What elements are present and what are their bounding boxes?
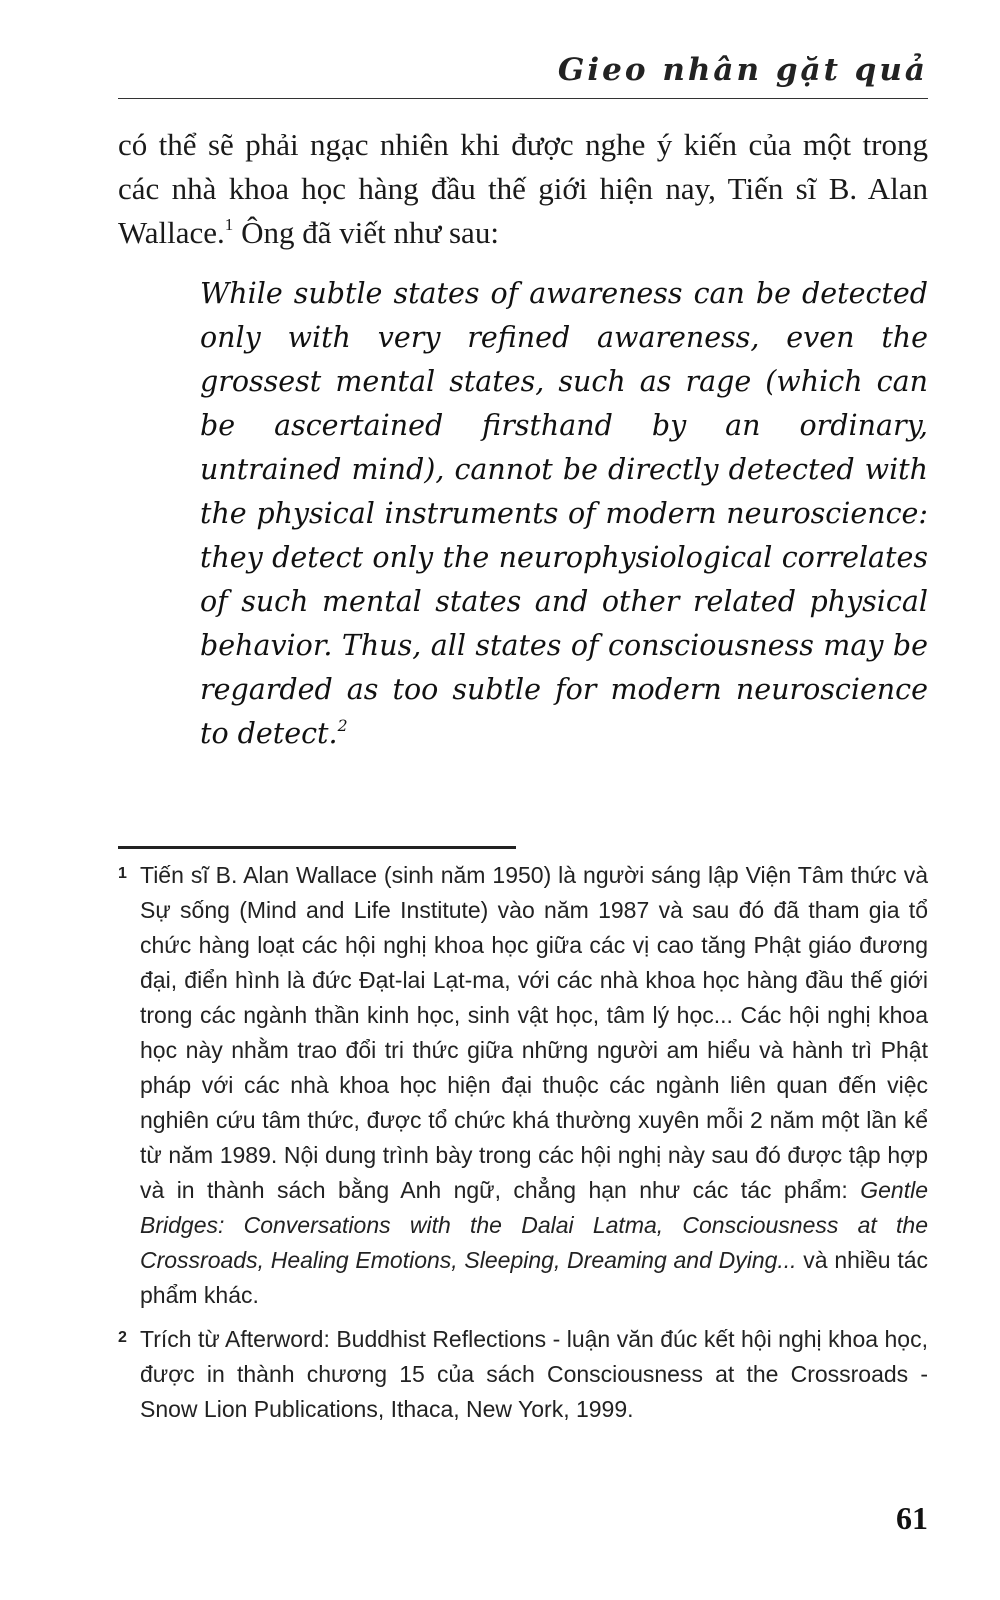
footnotes (118, 858, 928, 1436)
footnote-book-titles: Gentle Bridges: Conversations with the Dalai Latma, Consciousness at the Crossroads, Healing Emotions, Sleeping, Dreaming and Dying... (140, 1177, 928, 1273)
footnote-ref-2: 2 (337, 715, 348, 735)
body-paragraph (118, 123, 928, 255)
footnote-divider (118, 846, 516, 849)
body-text: có thể sẽ phải ngạc nhiên khi được nghe ý kiến của một trong các nhà khoa học hàng đầu thế giới hiện nay, Tiến sĩ B. Alan Wallace. (118, 127, 928, 250)
footnote-ref-1: 1 (224, 214, 234, 234)
footnote-text: Tiến sĩ B. Alan Wallace (sinh năm 1950) là người sáng lập Viện Tâm thức và Sự sống (Mind and Life Institute) vào năm 1987 và sau đó đã tham gia tổ chức hàng loạt các hội nghị khoa học giữa các vị cao tăng Phật giáo đương đại, điển hình là đức Đạt-lai Lạt-ma, với các nhà khoa học hàng đầu thế giới trong các ngành thần kinh học, sinh vật học, tâm lý học... Các hội nghị khoa học này nhằm trao đổi tri thức giữa những người am hiểu và hành trì Phật pháp với các nhà khoa học hiện đại thuộc các ngành liên quan đến việc nghiên cứu tâm thức, được tổ chức khá thường xuyên mỗi 2 năm một lần kể từ năm 1989. Nội dung trình bày trong các hội nghị này sau đó được tập hợp và in thành sách bằng Anh ngữ, chẳng hạn như các tác phẩm: (140, 862, 928, 1203)
footnote-text: Trích từ Afterword: Buddhist Reflections - luận văn đúc kết hội nghị khoa học, được in thành chương 15 của sách Consciousness at the Crossroads - Snow Lion Publications, Ithaca, New York, 1999. (140, 1326, 928, 1422)
quote-text: While subtle states of awareness can be detected only with very refined awareness, even the grossest mental states, such as rage (which can be ascertained firsthand by an ordinary, untrained mind), cannot be directly detected with the physical instruments of modern neuroscience: they detect only the neurophysiological correlates of such mental states and other related physical behavior. Thus, all states of consciousness may be regarded as too subtle for modern neuroscience to detect. (200, 277, 928, 750)
footnote-number: 2 (118, 1329, 127, 1346)
page-number: 61 (896, 1500, 928, 1536)
body-text-continued: Ông đã viết như sau: (233, 215, 499, 250)
running-header: Gieo nhân gặt quả (118, 52, 928, 99)
block-quote (200, 272, 928, 756)
footnote-2 (118, 1322, 928, 1427)
footnote-number: 1 (118, 865, 127, 882)
footnote-tail: và nhiều tác phẩm khác. (140, 1247, 929, 1308)
footnote-1 (118, 858, 928, 1313)
